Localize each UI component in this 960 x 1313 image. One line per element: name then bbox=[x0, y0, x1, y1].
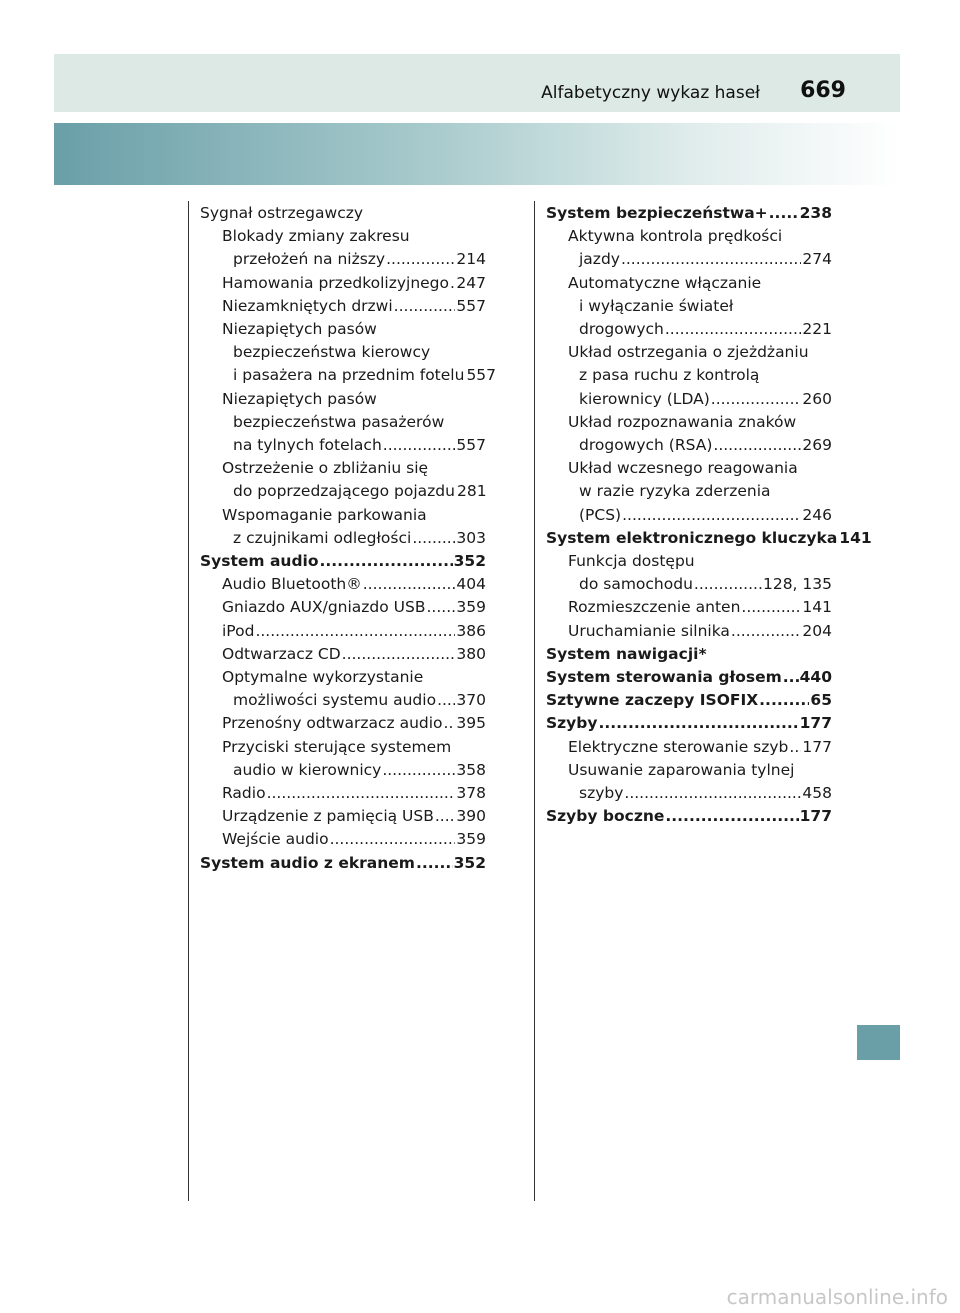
leader-dots bbox=[267, 782, 456, 805]
index-entry-text: Sygnał ostrzegawczy bbox=[200, 204, 364, 222]
leader-dots bbox=[383, 434, 456, 457]
page-reference: 274 bbox=[802, 250, 832, 269]
index-entry-text: Wspomaganie parkowania bbox=[222, 505, 427, 524]
index-entry-line bbox=[568, 620, 832, 643]
index-entry bbox=[200, 388, 486, 458]
index-entry-text: z pasa ruchu z kontrolą bbox=[579, 366, 760, 385]
leader-dots bbox=[599, 712, 799, 735]
index-entry-text: Usuwanie zaparowania tylnej bbox=[568, 760, 795, 779]
index-entry-text: Gniazdo AUX/gniazdo USB bbox=[222, 598, 426, 617]
leader-dots bbox=[394, 295, 456, 318]
page-reference: 238 bbox=[799, 204, 832, 222]
index-entry bbox=[200, 272, 486, 295]
leader-dots bbox=[731, 620, 802, 643]
index-entry-line bbox=[222, 596, 486, 619]
index-entry bbox=[546, 272, 832, 342]
leader-dots bbox=[386, 248, 455, 271]
column-divider-right bbox=[534, 201, 535, 1201]
index-entry-line bbox=[568, 388, 832, 411]
page-reference: 359 bbox=[456, 830, 486, 849]
page-reference: 65 bbox=[810, 691, 832, 710]
index-entry-text: Blokady zmiany zakresu bbox=[222, 227, 410, 246]
index-entry-line bbox=[222, 527, 486, 550]
index-entry-text: i wyłączanie świateł bbox=[579, 296, 734, 315]
index-entry-text: bezpieczeństwa pasażerów bbox=[233, 412, 445, 431]
index-entry-text: Audio Bluetooth® bbox=[222, 575, 362, 594]
index-entry bbox=[200, 805, 486, 828]
index-entry-text: System audio bbox=[200, 552, 319, 571]
index-entry-line bbox=[222, 759, 486, 782]
page-reference: 458 bbox=[802, 784, 832, 803]
page-reference: 390 bbox=[456, 807, 486, 826]
index-entry bbox=[546, 712, 832, 735]
leader-dots bbox=[342, 643, 456, 666]
page-reference: 380 bbox=[456, 644, 486, 663]
index-entry bbox=[546, 666, 832, 689]
index-entry-text: Aktywna kontrola prędkości bbox=[568, 227, 783, 246]
index-entry-text: Niezamkniętych drzwi bbox=[222, 296, 393, 315]
index-entry-text: do samochodu bbox=[579, 575, 693, 594]
leader-dots bbox=[255, 620, 455, 643]
page-reference: 128, 135 bbox=[762, 575, 832, 594]
index-entry-text: Ostrzeżenie o zbliżaniu się bbox=[222, 459, 429, 478]
index-entry-text: drogowych bbox=[579, 320, 664, 339]
index-entry-line bbox=[568, 504, 832, 527]
index-entry-line bbox=[568, 434, 832, 457]
index-entry-text: iPod bbox=[222, 621, 255, 640]
index-entry-text: Szyby bbox=[546, 714, 598, 733]
index-entry-line bbox=[222, 272, 486, 295]
index-entry-line bbox=[222, 573, 486, 596]
leader-dots bbox=[713, 434, 801, 457]
page-reference: 557 bbox=[456, 436, 486, 455]
index-entry bbox=[546, 550, 832, 596]
index-entry-text: do poprzedzającego pojazdu bbox=[233, 482, 455, 501]
index-entry-line bbox=[222, 689, 486, 712]
index-entry-text: System bezpieczeństwa+ bbox=[546, 204, 768, 222]
index-entry-text: Przyciski sterujące systemem bbox=[222, 737, 452, 756]
decorative-gradient-band bbox=[54, 123, 900, 185]
page-reference: 440 bbox=[799, 668, 832, 687]
leader-dots bbox=[416, 852, 453, 875]
index-entry bbox=[200, 712, 486, 735]
leader-dots bbox=[624, 782, 801, 805]
index-entry-text: Rozmieszczenie anten bbox=[568, 598, 741, 617]
page-reference: 221 bbox=[802, 320, 832, 339]
index-entry bbox=[200, 550, 486, 573]
section-title: Alfabetyczny wykaz haseł bbox=[541, 83, 760, 103]
page-reference: 204 bbox=[802, 621, 832, 640]
index-entry-line bbox=[222, 295, 486, 318]
leader-dots bbox=[412, 527, 455, 550]
index-entry-text: (PCS) bbox=[579, 505, 622, 524]
index-entry-text: Automatyczne włączanie bbox=[568, 273, 762, 292]
index-entry-text: kierownicy (LDA) bbox=[579, 389, 710, 408]
page-reference: 260 bbox=[802, 389, 832, 408]
index-entry bbox=[200, 666, 486, 712]
index-entry bbox=[546, 411, 832, 457]
section-thumb-tab bbox=[857, 1025, 900, 1060]
index-entry-text: w razie ryzyka zderzenia bbox=[579, 482, 771, 501]
index-entry-text: System audio z ekranem bbox=[200, 853, 415, 872]
index-entry-text: Przenośny odtwarzacz audio bbox=[222, 714, 443, 733]
index-entry-line bbox=[222, 828, 486, 851]
index-entry-text: możliwości systemu audio bbox=[233, 691, 437, 710]
leader-dots bbox=[741, 596, 801, 619]
index-entry-text: bezpieczeństwa kierowcy bbox=[233, 343, 431, 362]
leader-dots bbox=[320, 550, 453, 573]
index-entry-text: Układ wczesnego reagowania bbox=[568, 459, 798, 478]
page-reference: 378 bbox=[456, 784, 486, 803]
index-entry bbox=[546, 527, 872, 550]
page-reference: 352 bbox=[453, 853, 486, 872]
leader-dots bbox=[363, 573, 456, 596]
index-entry-line bbox=[546, 666, 832, 689]
watermark: carmanualsonline.info bbox=[726, 1285, 948, 1309]
index-entry-text: Hamowania przedkolizyjnego bbox=[222, 273, 450, 292]
index-entry-text: audio w kierownicy bbox=[233, 760, 382, 779]
index-entry-text: Uruchamianie silnika bbox=[568, 621, 730, 640]
page-reference: 247 bbox=[456, 273, 486, 292]
leader-dots bbox=[426, 596, 455, 619]
index-entry-line bbox=[200, 852, 486, 875]
index-entry-line bbox=[222, 805, 486, 828]
index-entry-text: z czujnikami odległości bbox=[233, 528, 412, 547]
index-entry-line bbox=[222, 712, 486, 735]
index-entry bbox=[200, 202, 486, 225]
index-entry-line bbox=[546, 689, 832, 712]
index-entry-line bbox=[222, 620, 486, 643]
index-entry-line bbox=[568, 248, 832, 271]
leader-dots bbox=[665, 318, 802, 341]
page-reference: 246 bbox=[802, 505, 832, 524]
index-entry-text: Niezapiętych pasów bbox=[222, 389, 377, 408]
index-entry-text: jazdy bbox=[579, 250, 620, 269]
page-number: 669 bbox=[800, 78, 846, 103]
index-entry bbox=[200, 620, 486, 643]
page-reference: 370 bbox=[456, 691, 486, 710]
index-entry bbox=[546, 689, 832, 712]
index-entry bbox=[200, 318, 497, 388]
index-entry-text: i pasażera na przednim fotelu bbox=[233, 366, 465, 385]
page-reference: 177 bbox=[802, 737, 832, 756]
leader-dots bbox=[450, 272, 455, 295]
index-entry-text: na tylnych fotelach bbox=[233, 436, 382, 455]
page-reference: 269 bbox=[802, 436, 832, 455]
index-entry-text: Odtwarzacz CD bbox=[222, 644, 341, 663]
index-entry bbox=[546, 202, 832, 225]
index-entry bbox=[546, 759, 832, 805]
leader-dots bbox=[622, 504, 801, 527]
leader-dots bbox=[621, 248, 801, 271]
index-entry-text: Urządzenie z pamięcią USB bbox=[222, 807, 434, 826]
index-entry bbox=[200, 736, 486, 782]
page-reference: 386 bbox=[456, 621, 486, 640]
index-entry-line bbox=[222, 480, 486, 503]
index-column-right bbox=[546, 202, 872, 828]
page-reference: 404 bbox=[456, 575, 486, 594]
index-entry bbox=[546, 457, 832, 527]
leader-dots bbox=[435, 805, 456, 828]
index-entry bbox=[546, 620, 832, 643]
leader-dots bbox=[711, 388, 802, 411]
index-entry-line bbox=[546, 202, 832, 225]
index-entry-text: System nawigacji* bbox=[546, 644, 707, 663]
leader-dots bbox=[769, 202, 799, 225]
index-entry bbox=[200, 504, 486, 550]
index-entry bbox=[546, 643, 832, 666]
index-column-left bbox=[200, 202, 497, 875]
index-entry bbox=[200, 225, 486, 271]
index-entry-text: Optymalne wykorzystanie bbox=[222, 668, 424, 687]
leader-dots bbox=[665, 805, 798, 828]
leader-dots bbox=[694, 573, 762, 596]
leader-dots bbox=[759, 689, 809, 712]
page-header bbox=[54, 54, 900, 112]
index-entry-text: Radio bbox=[222, 784, 266, 803]
page-reference: 358 bbox=[456, 760, 486, 779]
index-entry-line bbox=[568, 318, 832, 341]
index-entry-text: szyby bbox=[579, 784, 624, 803]
index-entry-text: System sterowania głosem bbox=[546, 668, 782, 687]
index-entry-text: Szyby boczne bbox=[546, 807, 665, 826]
leader-dots bbox=[783, 666, 799, 689]
index-entry-line bbox=[222, 782, 486, 805]
index-entry-line bbox=[568, 782, 832, 805]
leader-dots bbox=[789, 736, 801, 759]
index-entry-line bbox=[568, 573, 832, 596]
index-entry-line bbox=[568, 596, 832, 619]
index-entry bbox=[546, 596, 832, 619]
page-reference: 141 bbox=[802, 598, 832, 617]
index-entry-text: Elektryczne sterowanie szyb bbox=[568, 737, 789, 756]
index-entry-text: Układ ostrzegania o zjeżdżaniu bbox=[568, 343, 809, 362]
index-entry-text: drogowych (RSA) bbox=[579, 436, 713, 455]
page-reference: 281 bbox=[456, 482, 487, 501]
page-reference: 214 bbox=[456, 250, 486, 269]
page-reference: 303 bbox=[456, 528, 486, 547]
index-entry bbox=[200, 828, 486, 851]
index-entry-line bbox=[222, 248, 486, 271]
index-entry bbox=[200, 596, 486, 619]
index-entry-line bbox=[222, 364, 497, 387]
index-entry-line bbox=[546, 805, 832, 828]
index-entry-line bbox=[222, 434, 486, 457]
index-entry bbox=[200, 457, 486, 503]
index-entry bbox=[546, 736, 832, 759]
page-reference: 141 bbox=[839, 528, 872, 547]
index-entry bbox=[200, 782, 486, 805]
index-entry-line bbox=[200, 550, 486, 573]
index-entry-line bbox=[568, 736, 832, 759]
index-entry-line bbox=[546, 712, 832, 735]
leader-dots bbox=[330, 828, 456, 851]
index-entry-text: Niezapiętych pasów bbox=[222, 320, 377, 339]
page-reference: 395 bbox=[456, 714, 486, 733]
leader-dots bbox=[437, 689, 455, 712]
index-entry bbox=[546, 225, 832, 271]
index-entry bbox=[200, 573, 486, 596]
page-reference: 557 bbox=[456, 296, 486, 315]
index-entry-text: Wejście audio bbox=[222, 830, 329, 849]
page-reference: 557 bbox=[466, 366, 497, 385]
index-entry-text: System elektronicznego kluczyka bbox=[546, 528, 838, 547]
index-entry bbox=[546, 341, 832, 411]
page-reference: 359 bbox=[456, 598, 486, 617]
index-entry-line bbox=[222, 643, 486, 666]
page-reference: 177 bbox=[799, 714, 832, 733]
page-reference: 177 bbox=[799, 807, 832, 826]
index-entry bbox=[546, 805, 832, 828]
leader-dots bbox=[444, 712, 456, 735]
index-entry-text: przełożeń na niższy bbox=[233, 250, 386, 269]
index-entry bbox=[200, 295, 486, 318]
index-entry bbox=[200, 852, 486, 875]
index-entry-line bbox=[546, 527, 872, 550]
leader-dots bbox=[382, 759, 455, 782]
column-divider-left bbox=[188, 201, 189, 1201]
index-entry-text: Układ rozpoznawania znaków bbox=[568, 412, 797, 431]
index-entry bbox=[200, 643, 486, 666]
index-entry-text: Sztywne zaczepy ISOFIX bbox=[546, 691, 759, 710]
page-reference: 352 bbox=[453, 552, 486, 571]
index-entry-text: Funkcja dostępu bbox=[568, 552, 695, 571]
